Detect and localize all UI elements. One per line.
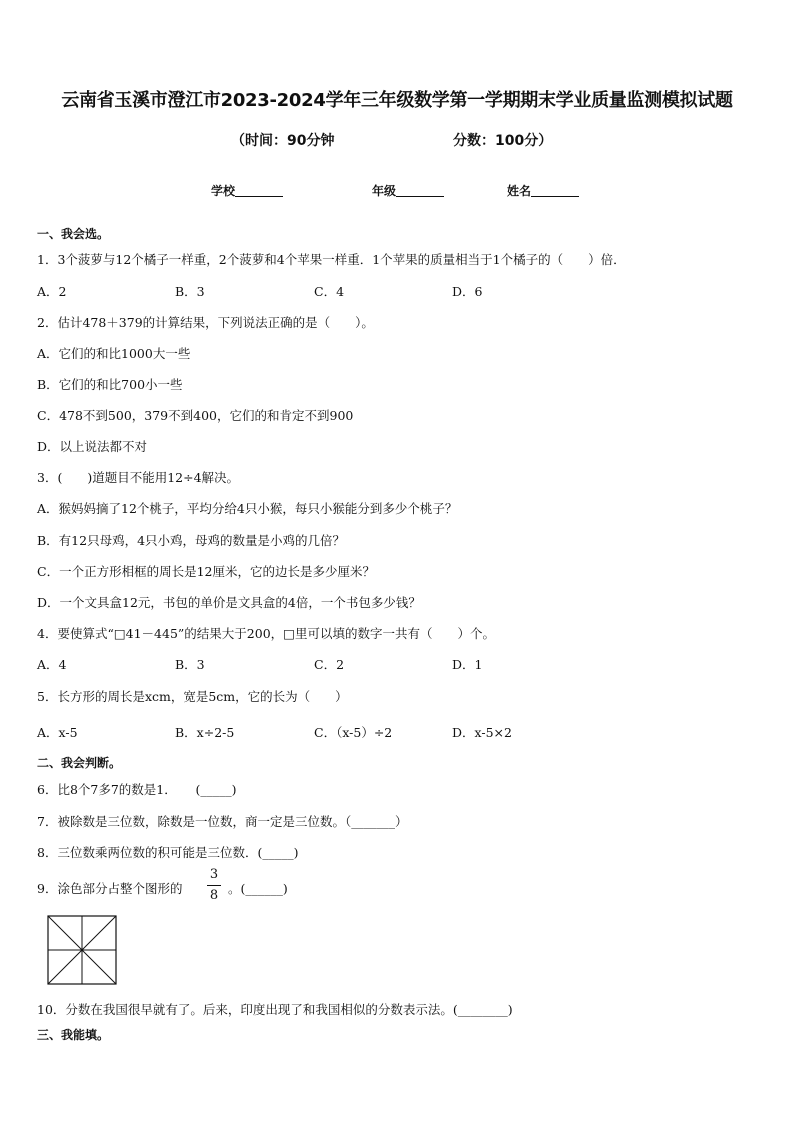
q9-numerator: 3 [209, 867, 219, 882]
question-8: 8．三位数乘两位数的积可能是三位数．(_____) [37, 845, 299, 860]
q3-option-c: C．一个正方形相框的周长是12厘米，它的边长是多少厘米？ [37, 564, 375, 579]
question-10: 10．分数在我国很早就有了。后来，印度出现了和我国相似的分数表示法。(________) [37, 1002, 513, 1017]
question-2: 2．估计478＋379的计算结果，下列说法正确的是（ ）。 [37, 315, 374, 330]
q4-option-a: A．4 [37, 657, 67, 672]
section-choice-heading: 一、我会选。 [37, 227, 110, 241]
question-3: 3．( )道题目不能用12÷4解决。 [37, 470, 240, 485]
school-label: 学校 [211, 184, 236, 198]
q2-option-c: C．478不到500，379不到400，它们的和肯定不到900 [37, 408, 354, 423]
q9-denominator: 8 [209, 888, 219, 903]
q9-fraction [207, 866, 221, 905]
q2-option-a: A．它们的和比1000大一些 [37, 346, 191, 361]
q1-option-d: D．6 [452, 284, 483, 299]
q3-option-d: D．一个文具盒12元，书包的单价是文具盒的4倍，一个书包多少钱？ [37, 595, 421, 610]
name-label: 姓名 [507, 184, 532, 198]
q1-option-c: C．4 [314, 284, 345, 299]
exam-time: （时间：90分钟 [231, 133, 335, 149]
page-title: 云南省玉溪市澄江市2023-2024学年三年级数学第一学期期末学业质量监测模拟试题 [61, 90, 733, 111]
grade-blank [396, 184, 444, 197]
question-6: 6．比8个7多7的数是1． (_____) [37, 782, 237, 797]
q5-option-c: C．（x-5）÷2 [314, 725, 393, 740]
q4-option-c: C．2 [314, 657, 345, 672]
grade-label: 年级 [372, 184, 397, 198]
question-9-answer: 。(______) [228, 881, 288, 896]
q4-option-d: D．1 [452, 657, 483, 672]
question-9-text: 9．涂色部分占整个图形的 [37, 881, 183, 896]
q3-option-a: A．猴妈妈摘了12个桃子，平均分给4只小猴，每只小猴能分到多少个桃子？ [37, 501, 458, 516]
q4-option-b: B．3 [175, 657, 205, 672]
section-judge-heading: 二、我会判断。 [37, 756, 122, 770]
school-blank [235, 184, 283, 197]
question-7: 7．被除数是三位数，除数是一位数，商一定是三位数。（_______） [37, 814, 408, 829]
q5-option-d: D．x-5×2 [452, 725, 512, 740]
fraction-bar [207, 885, 221, 886]
school-field [211, 182, 283, 199]
question-1: 1．3个菠萝与12个橘子一样重，2个菠萝和4个苹果一样重．1个苹果的质量相当于1个橘子的（ ）倍． [37, 252, 626, 267]
question-5: 5．长方形的周长是xcm，宽是5cm，它的长为（ ） [37, 689, 348, 704]
square-divided-figure [47, 915, 117, 985]
section-fill-heading: 三、我能填。 [37, 1028, 110, 1042]
q3-option-b: B．有12只母鸡，4只小鸡，母鸡的数量是小鸡的几倍？ [37, 533, 346, 548]
name-blank [531, 184, 579, 197]
q2-option-b: B．它们的和比700小一些 [37, 377, 183, 392]
question-4: 4．要使算式“□41－445”的结果大于200，□里可以填的数字一共有（ ）个。 [37, 626, 495, 641]
q1-option-b: B．3 [175, 284, 205, 299]
exam-score: 分数：100分） [453, 133, 553, 149]
name-field [507, 182, 579, 199]
q5-option-a: A．x-5 [37, 725, 78, 740]
q2-option-d: D．以上说法都不对 [37, 439, 148, 454]
grade-field [372, 182, 444, 199]
q5-option-b: B．x÷2-5 [175, 725, 235, 740]
q1-option-a: A．2 [37, 284, 67, 299]
